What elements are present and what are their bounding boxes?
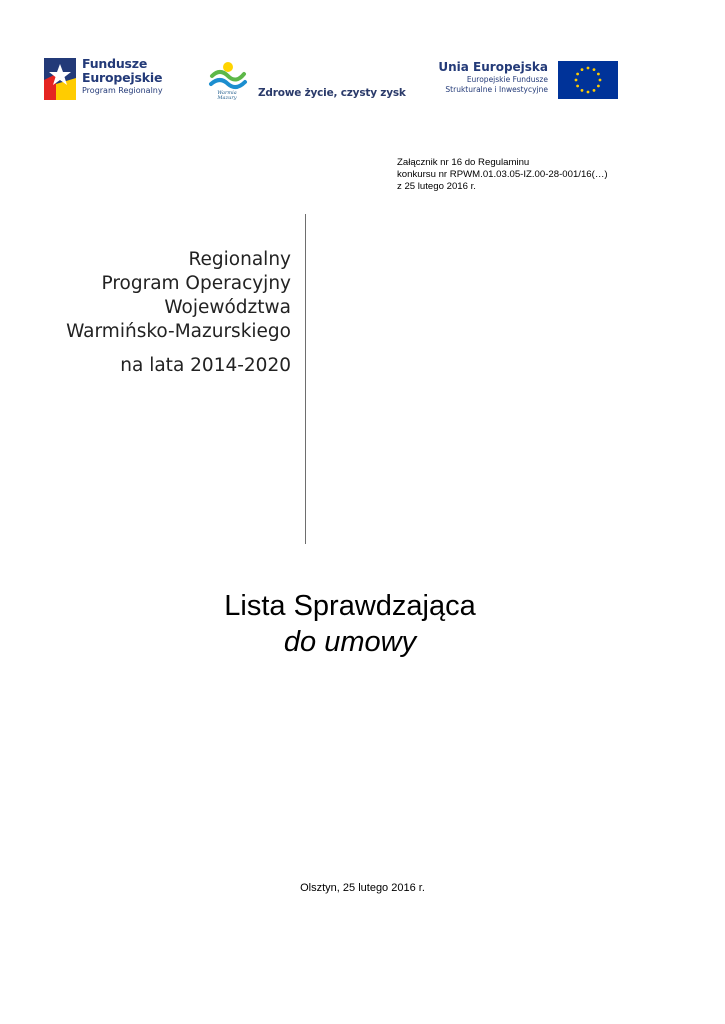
attachment-note: [397, 157, 608, 193]
program-line3: Województwa: [164, 297, 291, 318]
unia-title: Unia Europejska: [438, 60, 548, 74]
title-sub: do umowy: [283, 626, 417, 658]
program-title: [66, 248, 291, 378]
warmia-mazury-logo: [208, 60, 408, 102]
warmia-mazury-small-text: Warmia Mazury: [217, 90, 237, 101]
attachment-line3: z 25 lutego 2016 r.: [397, 181, 476, 192]
eu-star-icon: [575, 79, 578, 82]
unia-sub1: Europejskie Fundusze: [466, 75, 548, 84]
fundusze-europejskie-logo: [42, 56, 182, 102]
warmia-mazury-emblem-icon: [208, 60, 248, 92]
eu-star-icon: [587, 91, 590, 94]
eu-flag-icon: [558, 61, 618, 99]
title-main: Lista Sprawdzająca: [224, 590, 476, 622]
eu-star-icon: [581, 89, 584, 92]
eu-star-icon: [599, 79, 602, 82]
program-line4: Warmińsko-Mazurskiego: [66, 321, 291, 342]
eu-star-icon: [587, 67, 590, 70]
fundusze-star-icon: [42, 56, 78, 102]
eu-star-icon: [593, 68, 596, 71]
eu-star-icon: [593, 89, 596, 92]
program-line2: Program Operacyjny: [101, 273, 291, 294]
unia-europejska-text: [430, 60, 548, 95]
unia-sub2: Strukturalne i Inwestycyjne: [445, 85, 548, 94]
eu-star-icon: [576, 85, 579, 88]
place-date: Olsztyn, 25 lutego 2016 r.: [300, 882, 425, 894]
program-line1: Regionalny: [188, 249, 291, 270]
program-years: na lata 2014-2020: [120, 355, 291, 376]
eu-star-icon: [597, 85, 600, 88]
eu-star-icon: [576, 73, 579, 76]
attachment-line1: Załącznik nr 16 do Regulaminu: [397, 157, 530, 168]
attachment-line2: konkursu nr RPWM.01.03.05-IZ.00-28-001/16(…): [397, 169, 608, 180]
fundusze-line1: Fundusze: [82, 56, 148, 71]
eu-star-icon: [597, 73, 600, 76]
eu-star-icon: [581, 68, 584, 71]
fundusze-text: [82, 58, 163, 95]
fundusze-line3: Program Regionalny: [82, 86, 163, 95]
fundusze-line2: Europejskie: [82, 69, 163, 85]
vertical-divider: [305, 214, 306, 544]
warmia-mazury-slogan: Zdrowe życie, czysty zysk: [258, 87, 406, 99]
document-title: [0, 588, 700, 660]
